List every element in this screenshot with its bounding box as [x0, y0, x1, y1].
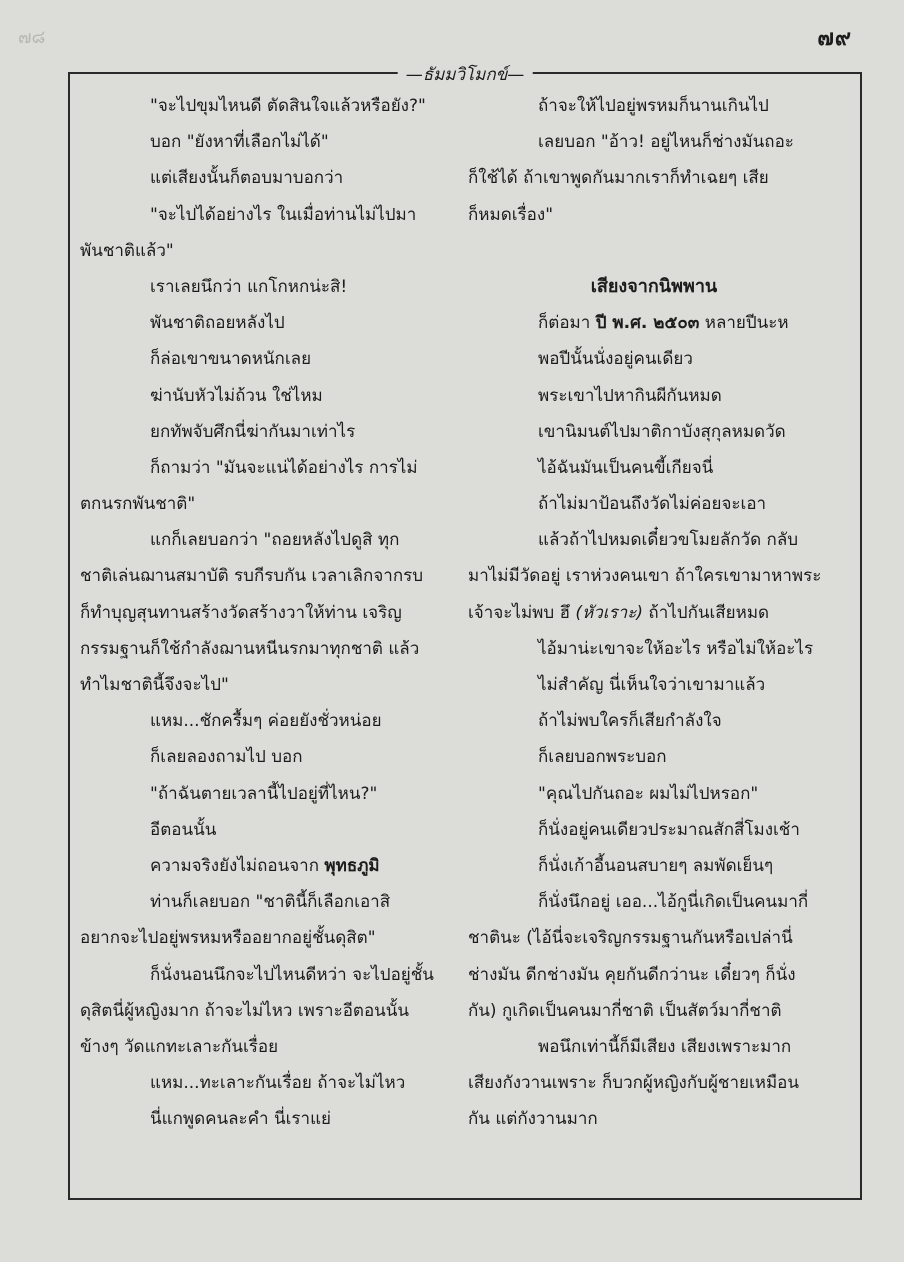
text-line: นี่แกพูดคนละคำ นี่เราแย่	[150, 1109, 332, 1130]
text-line: อยากจะไปอยู่พรหมหรืออยากอยู่ชั้นดุสิต"	[80, 928, 376, 949]
text-line: ไม่สำคัญ นี่เห็นใจว่าเขามาแล้ว	[538, 675, 766, 695]
text-line: ความจริงยังไม่ถอนจาก พุทธภูมิ	[150, 855, 380, 876]
text-line: ก็หมดเรื่อง"	[468, 204, 554, 225]
text-line: แหม...ชักครื้มๆ ค่อยยังชั่วหน่อย	[150, 711, 382, 732]
text-frame	[68, 65, 862, 1200]
text-line: ถ้าจะให้ไปอยู่พรหมก็นานเกินไป	[538, 96, 769, 116]
text-line: ไอ้มาน่ะเขาจะให้อะไร หรือไม่ให้อะไร	[538, 638, 814, 659]
text-line: ก็เลยบอกพระบอก	[538, 747, 667, 768]
text-line	[468, 233, 840, 269]
text-line: ท่านก็เลยบอก "ชาตินี้ก็เลือกเอาสิ	[150, 892, 391, 913]
text-line: เลยบอก "อ้าว! อยู่ไหนก็ช่างมันถอะ	[538, 132, 794, 153]
text-line: "คุณไปกันถอะ ผมไม่ไปหรอก"	[538, 783, 759, 804]
text-line: ก็ถามว่า "มันจะแน่ได้อย่างไร การไม่	[150, 457, 418, 478]
text-line: ข้างๆ วัดแกทะเลาะกันเรื่อย	[80, 1036, 279, 1057]
text-line: "ถ้าฉันตายเวลานี้ไปอยู่ที่ไหน?"	[150, 783, 378, 804]
text-line: ก็ล่อเขาขนาดหนักเลย	[150, 349, 312, 370]
text-line: ก็ทำบุญสุนทานสร้างวัดสร้างวาให้ท่าน เจริญ	[80, 602, 402, 623]
right-column	[468, 88, 840, 1137]
text-line: ก็เลยลองถามไป บอก	[150, 747, 303, 768]
text-line: ทำไมชาตินี้จึงจะไป"	[80, 675, 229, 695]
text-line: แหม...ทะเลาะกันเรื่อย ถ้าจะไม่ไหว	[150, 1073, 406, 1094]
page-number: ๗๙	[817, 26, 852, 51]
text-line: ชาตินะ (ไอ้นี่จะเจริญกรรมฐานกันหรือเปล่านี่	[468, 928, 793, 949]
text-line: เขานิมนต์ไปมาติกาบังสุกุลหมดวัด	[538, 421, 786, 442]
text-line: "จะไปได้อย่างไร ในเมื่อท่านไม่ไปมา	[150, 204, 417, 225]
text-line: แต่เสียงนั้นก็ตอบมาบอกว่า	[150, 168, 344, 189]
text-line: เจ้าจะไม่พบ ฮึ (หัวเราะ) ถ้าไปกันเสียหมด	[468, 602, 770, 623]
text-line: ฆ่านับหัวไม่ถ้วน ใช่ไหม	[150, 385, 323, 406]
text-line: ก็นั่งอยู่คนเดียวประมาณสักสี่โมงเช้า	[538, 819, 800, 840]
running-header: — ธัมมวิโมกข์ —	[398, 61, 533, 88]
text-line: ก็ต่อมา ปี พ.ศ. ๒๕๐๓ หลายปีนะห	[538, 313, 789, 334]
text-line: พระเขาไปหากินผีกันหมด	[538, 385, 722, 406]
text-line: ถ้าไม่พบใครก็เสียกำลังใจ	[538, 711, 722, 732]
text-line: กรรมฐานก็ใช้กำลังฌานหนีนรกมาทุกชาติ แล้ว	[80, 638, 420, 659]
text-line: แล้วถ้าไปหมดเดี๋ยวขโมยลักวัด กลับ	[538, 530, 799, 551]
left-column	[80, 88, 455, 1137]
text-line: อีตอนนั้น	[150, 819, 217, 840]
text-line: เสียงกังวานเพราะ ก็บวกผู้หญิงกับผู้ชายเหมือน	[468, 1073, 800, 1094]
text-line: ตกนรกพันชาติ"	[80, 494, 196, 515]
text-line: ก็ใช้ได้ ถ้าเขาพูดกันมากเราก็ทำเฉยๆ เสีย	[468, 168, 769, 189]
text-line: ชาติเล่นฌานสมาบัติ รบกีรบกัน เวลาเลิกจากรบ	[80, 566, 424, 587]
bleed-through-page-number: ๗๘	[18, 27, 46, 48]
text-line: พันชาติแล้ว"	[80, 240, 174, 261]
text-line: ยกทัพจับศึกนี่ฆ่ากันมาเท่าไร	[150, 421, 356, 442]
text-line: ถ้าไม่มาป้อนถึงวัดไม่ค่อยจะเอา	[538, 494, 767, 515]
text-line: แกก็เลยบอกว่า "ถอยหลังไปดูสิ ทุก	[150, 530, 400, 551]
text-line: ก็นั่งนึกอยู่ เออ...ไอ้กูนี่เกิดเป็นคนมากี่	[538, 892, 809, 913]
text-line: ดุสิตนี่ผู้หญิงมาก ถ้าจะไม่ไหว เพราะอีตอนนั้น	[80, 1000, 410, 1021]
text-line: กัน) กูเกิดเป็นคนมากี่ชาติ เป็นสัตว์มากี่ชาติ	[468, 1000, 782, 1021]
text-line: ช่างมัน ดีกช่างมัน คุยกันดีกว่านะ เดี๋ยวๆ ก็นั่ง	[468, 964, 796, 985]
text-line: "จะไปขุมไหนดี ตัดสินใจแล้วหรือยัง?"	[150, 96, 426, 116]
text-line: มาไม่มีวัดอยู่ เราห่วงคนเขา ถ้าใครเขามาหาพระ	[468, 566, 822, 587]
text-line: พอปีนั้นนั่งอยู่คนเดียว	[538, 349, 693, 370]
text-line: เราเลยนึกว่า แกโกหกน่ะสิ!	[150, 276, 348, 297]
section-heading: เสียงจากนิพพาน	[590, 275, 718, 297]
text-line: พอนึกเท่านี้ก็มีเสียง เสียงเพราะมาก	[538, 1036, 792, 1057]
text-line: พันชาติถอยหลังไป	[150, 313, 285, 334]
text-line: ก็นั่งนอนนึกจะไปไหนดีหว่า จะไปอยู่ชั้น	[150, 964, 434, 985]
text-line: กัน แต่กังวานมาก	[468, 1109, 598, 1130]
text-line: ก็นั่งเก้าอี้นอนสบายๆ ลมพัดเย็นๆ	[538, 855, 774, 876]
text-line: บอก "ยังหาที่เลือกไม่ได้"	[150, 132, 329, 153]
text-line: ไอ้ฉันมันเป็นคนขี้เกียจนี่	[538, 457, 714, 478]
